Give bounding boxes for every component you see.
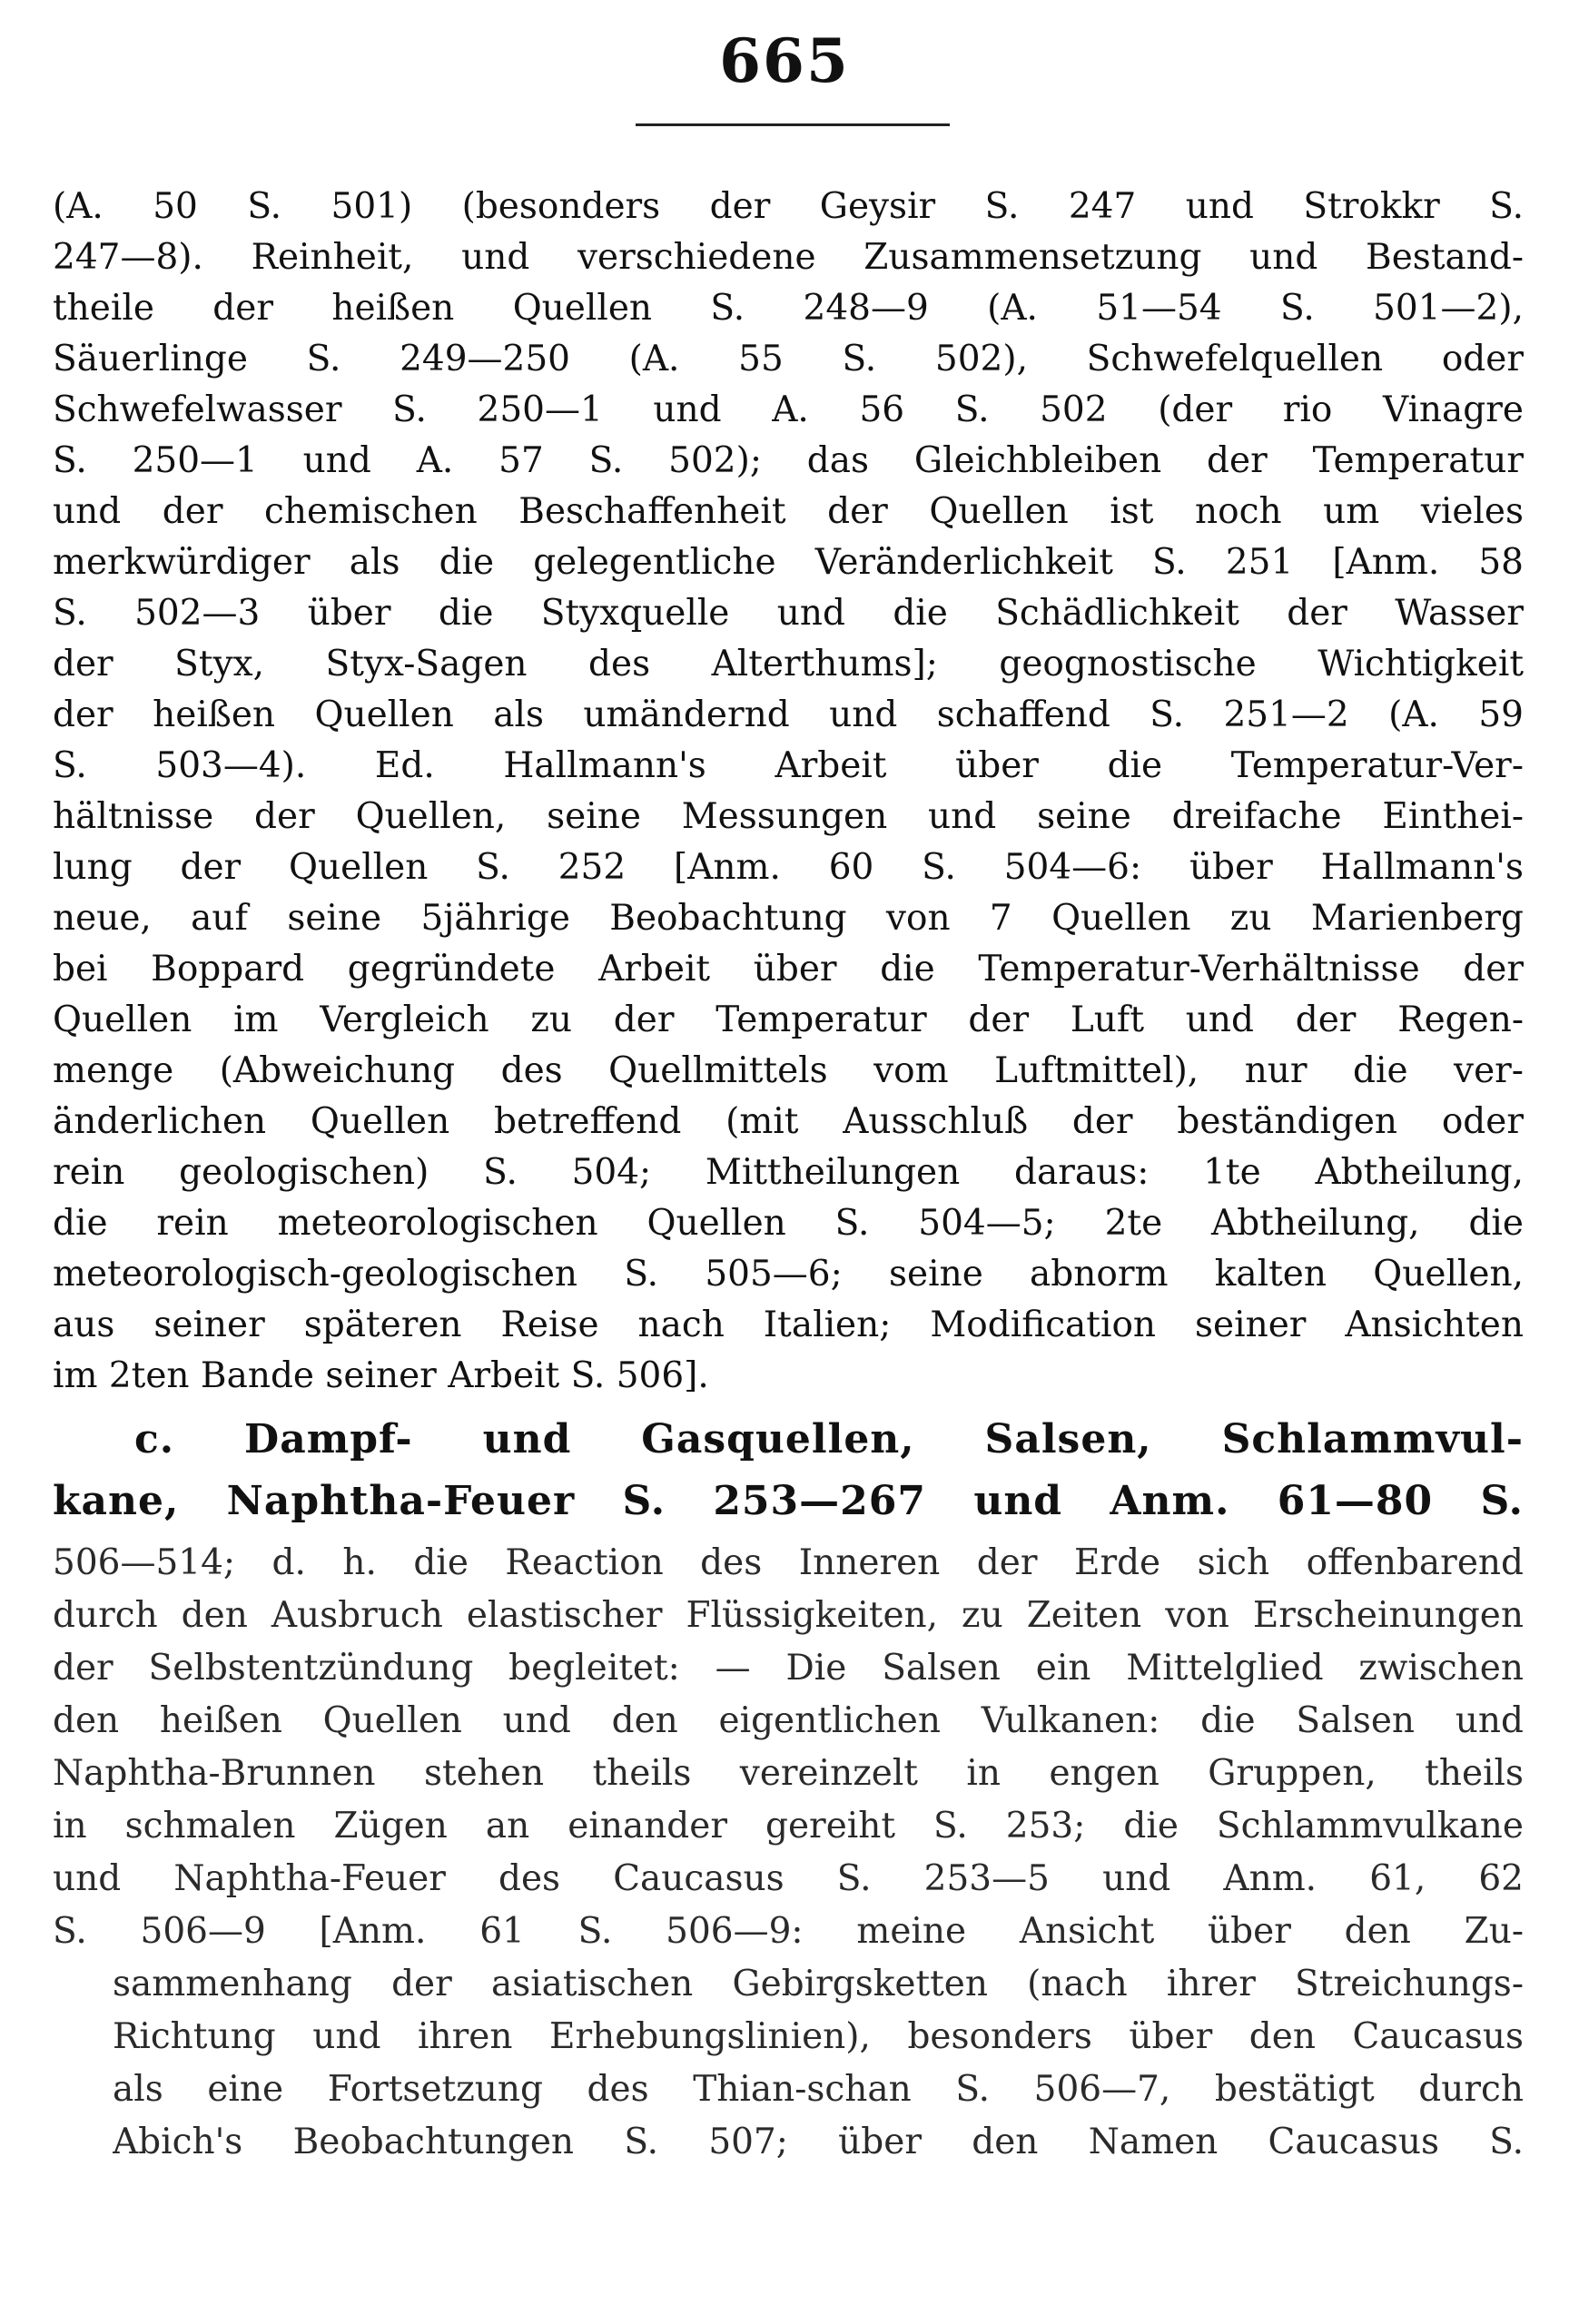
text-line: sammenhang der asiatischen Gebirgsketten (nach ihrer Streichungs- [113, 1964, 1524, 2004]
page-number: 665 [719, 25, 850, 96]
text-line: durch den Ausbruch elastischer Flüssigkeiten, zu Zeiten von Erscheinungen [53, 1595, 1524, 1636]
text-line: meteorologisch-geologischen S. 505—6; seine abnorm kalten Quellen, [53, 1254, 1524, 1295]
text-line: Richtung und ihren Erhebungslinien), besonders über den Caucasus [113, 2016, 1524, 2057]
header-rule [636, 123, 950, 126]
text-line: bei Boppard gegründete Arbeit über die Temperatur-Verhältnisse der [53, 949, 1524, 990]
text-line: Schwefelwasser S. 250—1 und A. 56 S. 502 (der rio Vinagre [53, 389, 1524, 430]
section-heading: c. Dampf- und Gasquellen, Salsen, Schlammvul- [134, 1416, 1524, 1462]
text-line: änderlichen Quellen betreffend (mit Ausschluß der beständigen oder [53, 1101, 1524, 1142]
text-line: S. 503—4). Ed. Hallmann's Arbeit über die Temperatur-Ver- [53, 745, 1524, 786]
text-line: und der chemischen Beschaffenheit der Quellen ist noch um vieles [53, 491, 1524, 532]
text-line: die rein meteorologischen Quellen S. 504—5; 2te Abtheilung, die [53, 1203, 1524, 1244]
text-line: Quellen im Vergleich zu der Temperatur der Luft und der Regen- [53, 1000, 1524, 1040]
text-line: aus seiner späteren Reise nach Italien; Modification seiner Ansichten [53, 1305, 1524, 1345]
text-line: (A. 50 S. 501) (besonders der Geysir S. 247 und Strokkr S. [53, 186, 1524, 227]
text-line: 506—514; d. h. die Reaction des Inneren der Erde sich offenbarend [53, 1542, 1524, 1583]
text-line: S. 502—3 über die Styxquelle und die Schädlichkeit der Wasser [53, 593, 1524, 634]
text-line: lung der Quellen S. 252 [Anm. 60 S. 504—6: über Hallmann's [53, 847, 1524, 888]
text-line: theile der heißen Quellen S. 248—9 (A. 51—54 S. 501—2), [53, 288, 1524, 329]
text-line: Abich's Beobachtungen S. 507; über den Namen Caucasus S. [113, 2122, 1524, 2162]
text-line: Säuerlinge S. 249—250 (A. 55 S. 502), Schwefelquellen oder [53, 339, 1524, 379]
text-line: neue, auf seine 5jährige Beobachtung von 7 Quellen zu Marienberg [53, 898, 1524, 939]
text-line: menge (Abweichung des Quellmittels vom Luftmittel), nur die ver- [53, 1050, 1524, 1091]
text-line: den heißen Quellen und den eigentlichen Vulkanen: die Salsen und [53, 1700, 1524, 1741]
text-line: der Selbstentzündung begleitet: — Die Salsen ein Mittelglied zwischen [53, 1648, 1524, 1689]
text-line: in schmalen Zügen an einander gereiht S. 253; die Schlammvulkane [53, 1806, 1524, 1846]
text-line: S. 506—9 [Anm. 61 S. 506—9: meine Ansicht über den Zu- [53, 1911, 1524, 1952]
text-line: merkwürdiger als die gelegentliche Veränderlichkeit S. 251 [Anm. 58 [53, 542, 1524, 583]
text-line: der Styx, Styx-Sagen des Alterthums]; geognostische Wichtigkeit [53, 644, 1524, 684]
text-line: und Naphtha-Feuer des Caucasus S. 253—5 und Anm. 61, 62 [53, 1858, 1524, 1899]
text-line: hältnisse der Quellen, seine Messungen und seine dreifache Einthei- [53, 796, 1524, 837]
text-line: 247—8). Reinheit, und verschiedene Zusammensetzung und Bestand- [53, 237, 1524, 278]
text-line: S. 250—1 und A. 57 S. 502); das Gleichbleiben der Temperatur [53, 440, 1524, 481]
text-line: der heißen Quellen als umändernd und schaffend S. 251—2 (A. 59 [53, 694, 1524, 735]
text-line: Naphtha-Brunnen stehen theils vereinzelt in engen Gruppen, theils [53, 1753, 1524, 1794]
text-line: rein geologischen) S. 504; Mittheilungen daraus: 1te Abtheilung, [53, 1152, 1524, 1193]
section-heading: kane, Naphtha-Feuer S. 253—267 und Anm. 61—80 S. [53, 1478, 1524, 1524]
text-line: als eine Fortsetzung des Thian-schan S. 506—7, bestätigt durch [113, 2069, 1524, 2110]
text-line: im 2ten Bande seiner Arbeit S. 506]. [53, 1355, 709, 1396]
